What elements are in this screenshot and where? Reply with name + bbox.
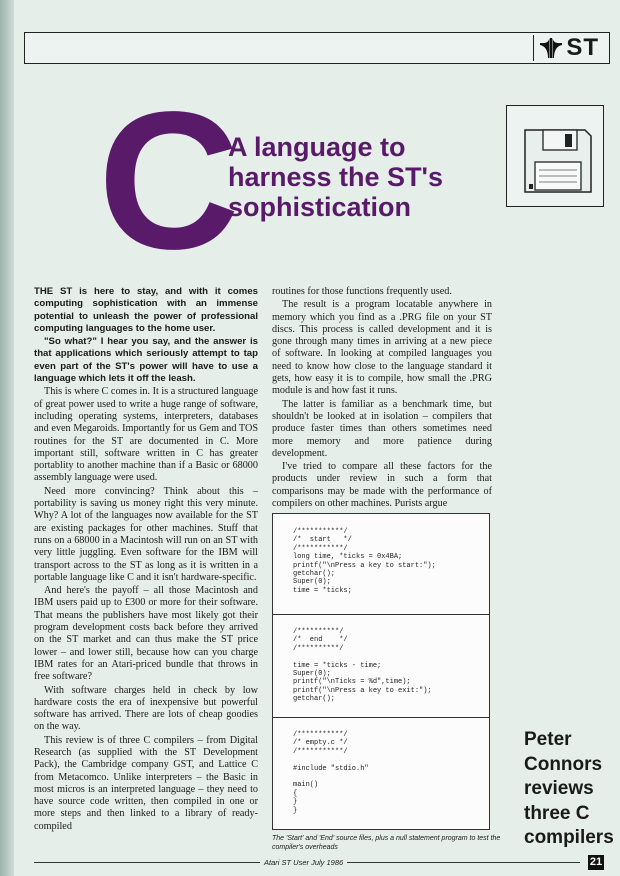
code-panel-empty	[273, 717, 489, 829]
code-empty: /***********/ /* empty.c */ /***********/ #include "stdio.h" main() { } }	[293, 731, 369, 815]
code-panel-start	[273, 514, 489, 615]
body-paragraph: This review is of three C compilers – from Digital Research (as supplied with the ST Development Pack), the Cambridge company GST, and Lattice C from Metacomco. Unlike interpreters – the Basic in most micros is an interpreted language – they need to have source code written, then compiled in one or more steps and then linked to a library of ready-compiled	[34, 734, 258, 832]
page-binding-edge	[0, 0, 14, 876]
code-panel-end	[273, 614, 489, 718]
title-line-1: A language to	[228, 132, 406, 162]
code-caption: The 'Start' and 'End' source files, plus a null statement program to test the compiler's overheads	[272, 835, 501, 851]
title-line-2: harness the ST's	[228, 162, 443, 192]
intro-paragraph-2: "So what?" I hear you say, and the answer is that applications which seriously attempt to tap even part of the ST's power will have to use a language which lets it off the leash.	[34, 336, 258, 385]
body-paragraph: With software charges held in check by low hardware costs the era of inexpensive but powerful software has arrived. There are lots of cheap goodies on the way.	[34, 684, 258, 733]
atari-fuji-logo-icon	[540, 38, 562, 58]
article-title	[228, 132, 498, 222]
body-paragraph: routines for those functions frequently used.	[272, 286, 452, 297]
title-line-3: sophistication	[228, 192, 412, 222]
author-byline	[524, 728, 616, 851]
intro-paragraph: THE ST is here to stay, and with it comes computing sophistication with an immense potential to unleash the power of professional computing languages to the home user.	[34, 286, 258, 334]
article-column-1	[34, 286, 258, 834]
body-paragraph: The result is a program locatable anywhere in memory which you find as a .PRG file on your ST discs. This process is called development and it is gone through many times in arriving at a new piece of software. In looking at compiled languages you need to know how close to the language standard it gets, how easy it is to compile, how small the .PRG module is and how fast it runs.	[272, 299, 492, 397]
byline-line: Connors	[524, 753, 603, 775]
article-column-2	[272, 286, 492, 511]
page-number: 21	[589, 856, 603, 868]
byline-line: compilers	[524, 827, 614, 848]
body-paragraph: This is where C comes in. It is a structured language of great power used to write a huge range of software, including operating systems, interpreters, databases and even Megaroids. Importantly for us Gem and TOS routines for the ST are documented in C. More important still, software written in C has greater portablity to another machine than if a Basic or 68000 assembly language were used.	[34, 386, 258, 484]
body-paragraph: The latter is familiar as a benchmark time, but shouldn't be looked at in isolation – compilers that produce faster times than others sometimes need more memory and more patience during development.	[272, 398, 492, 459]
atari-st-brand	[533, 35, 605, 61]
floppy-disk-box	[506, 105, 604, 207]
body-paragraph: I've tried to compare all these factors for the products under review in such a form that comparisons may be made with the performance of compilers on other machines. Purists argue	[272, 461, 492, 510]
body-paragraph: And here's the payoff – all those Macintosh and IBM users paid up to £300 or more for their software. That means the publishers have most likely got their program development costs back before they arrived on the ST market and can thus make the ST price lower – and lower still, because how can you charge IBM rates for an Atari-priced bundle that throws in free software?	[34, 585, 258, 683]
section-header-bar	[24, 32, 610, 64]
byline-line: reviews	[524, 778, 594, 799]
byline-line: three C	[524, 802, 590, 824]
brand-text: ST	[566, 34, 599, 61]
code-start: /***********/ /* start */ /***********/ long time, *ticks = 0x4BA; printf("\nPress a key to start:"); getchar(); Super(0); time = *ticks;	[293, 528, 436, 595]
drop-letter: C	[98, 71, 240, 290]
body-paragraph: Need more convincing? Think about this – portability is saving us money right this very minute. Why? A lot of the languages now available for the ST are existing packages for other machines. Stuff that runs on a 68000 in a Macintosh will run on an ST with very little juggling. Even software for the IBM will transport across to the ST as long as it is written in a portable language like C and it isn't hardware-specific.	[34, 485, 258, 583]
footer-publication: Atari ST User July 1986	[260, 858, 347, 867]
code-end: /**********/ /* end */ /**********/ time = *ticks - time; Super(0); printf("\nTicks = %d",time); printf("\nPress a key to exit:"); getchar();	[293, 628, 432, 704]
code-listing-box	[272, 513, 490, 830]
floppy-disk-icon	[507, 106, 603, 206]
byline-line: Peter	[524, 729, 572, 750]
